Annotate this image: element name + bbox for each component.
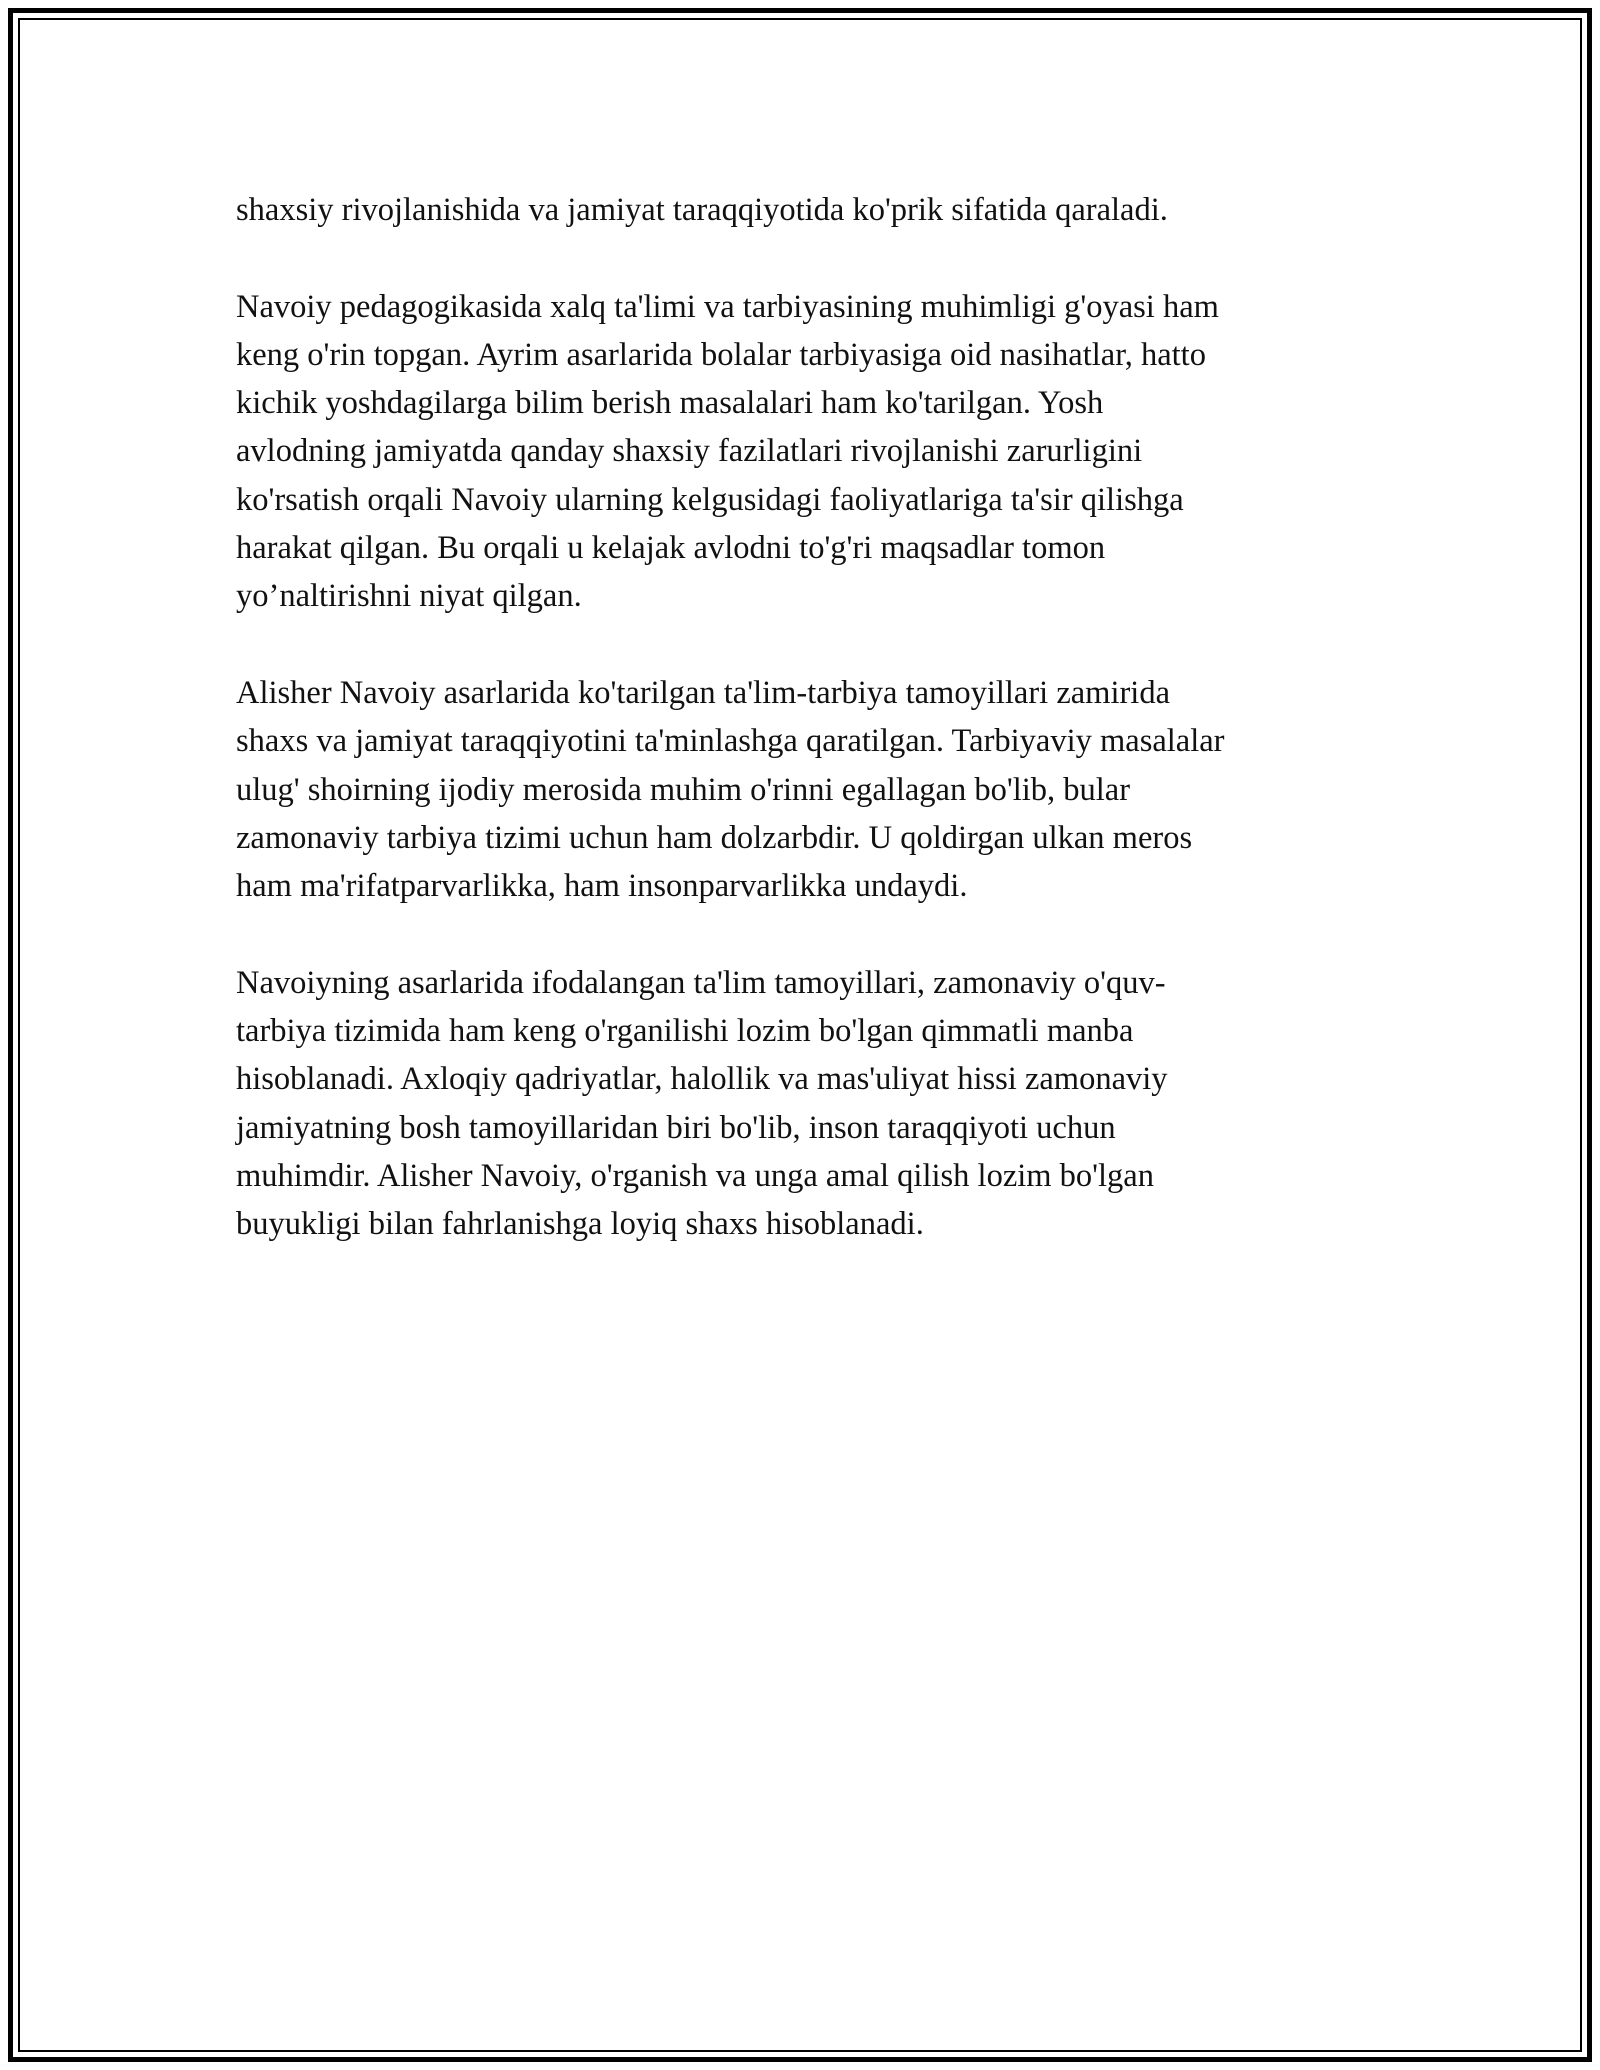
text-line: avlodning jamiyatda qanday shaxsiy fazilatlari rivojlanishi zarurligini	[236, 433, 1143, 470]
text-line: shaxs va jamiyat taraqqiyotini ta'minlashga qaratilgan. Tarbiyaviy masalalar	[236, 723, 1225, 760]
text-line: harakat qilgan. Bu orqali u kelajak avlodni to'g'ri maqsadlar tomon	[236, 530, 1106, 567]
document-body	[236, 186, 1376, 1297]
text-line: yo’naltirishni niyat qilgan.	[236, 578, 582, 615]
paragraph-2	[236, 283, 1376, 621]
text-line: shaxsiy rivojlanishida va jamiyat taraqqiyotida ko'prik sifatida qaraladi.	[236, 192, 1168, 228]
text-line: ham ma'rifatparvarlikka, ham insonparvarlikka undaydi.	[236, 868, 968, 905]
paragraph-4	[236, 959, 1376, 1249]
text-line: ulug' shoirning ijodiy merosida muhim o'rinni egallagan bo'lib, bular	[236, 771, 1131, 808]
text-line: Navoiyning asarlarida ifodalangan ta'lim tamoyillari, zamonaviy o'quv-	[236, 964, 1166, 1001]
text-line: Alisher Navoiy asarlarida ko'tarilgan ta'lim-tarbiya tamoyillari zamirida	[236, 674, 1171, 711]
text-line: jamiyatning bosh tamoyillaridan biri bo'lib, inson taraqqiyoti uchun	[236, 1109, 1116, 1146]
text-line: muhimdir. Alisher Navoiy, o'rganish va unga amal qilish lozim bo'lgan	[236, 1157, 1154, 1194]
text-line: keng o'rin topgan. Ayrim asarlarida bolalar tarbiyasiga oid nasihatlar, hatto	[236, 336, 1206, 373]
text-line: Navoiy pedagogikasida xalq ta'limi va tarbiyasining muhimligi g'oyasi ham	[236, 288, 1219, 325]
text-line: zamonaviy tarbiya tizimi uchun ham dolzarbdir. U qoldirgan ulkan meros	[236, 819, 1193, 856]
text-line: hisoblanadi. Axloqiy qadriyatlar, halollik va mas'uliyat hissi zamonaviy	[236, 1061, 1168, 1098]
text-line: tarbiya tizimida ham keng o'rganilishi lozim bo'lgan qimmatli manba	[236, 1013, 1134, 1050]
text-line: kichik yoshdagilarga bilim berish masalalari ham ko'tarilgan. Yosh	[236, 385, 1104, 422]
paragraph-3	[236, 669, 1376, 910]
text-line: ko'rsatish orqali Navoiy ularning kelgusidagi faoliyatlariga ta'sir qilishga	[236, 481, 1184, 518]
text-line: buyukligi bilan fahrlanishga loyiq shaxs hisoblanadi.	[236, 1206, 924, 1243]
paragraph-1	[236, 186, 1376, 234]
